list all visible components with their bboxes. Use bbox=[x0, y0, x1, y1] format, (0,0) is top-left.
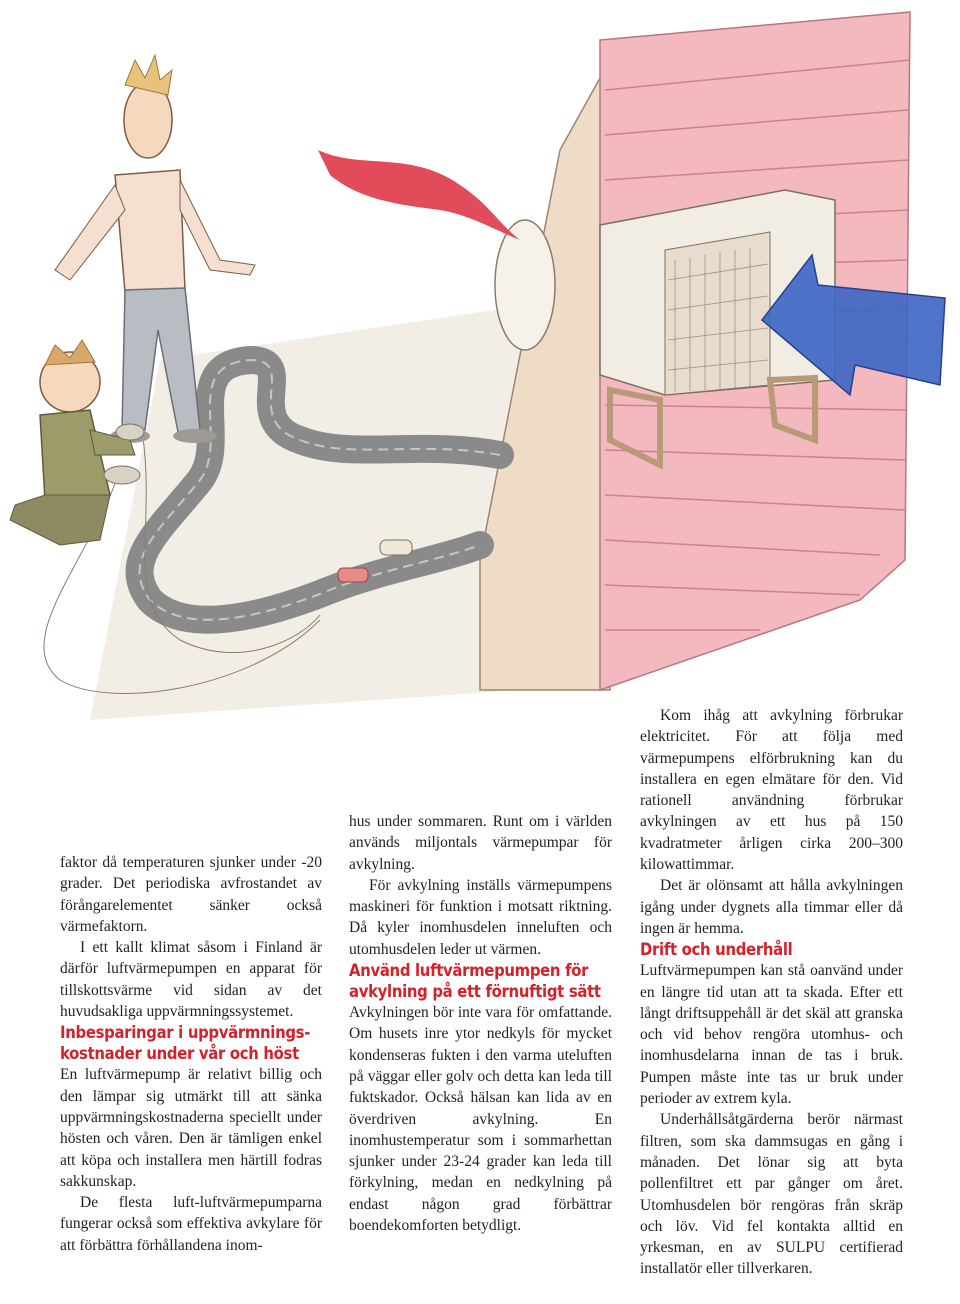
text-column-3 bbox=[640, 705, 903, 1280]
paragraph: Det är olönsamt att hålla avkylningen igång under dygnets alla timmar eller då ingen är hemma. bbox=[640, 877, 903, 937]
toy-car-red bbox=[338, 568, 368, 582]
section-heading: Drift och underhåll bbox=[640, 940, 793, 960]
paragraph: De flesta luft-luftvärmepumparna fungerar också som effektiva avkylare för att förbättra förhållandena inom- bbox=[60, 1194, 322, 1254]
air-ribbon bbox=[318, 150, 520, 240]
section-heading: Inbesparingar i uppvärmnings-kostnader under vår och höst bbox=[60, 1023, 311, 1064]
paragraph: För avkylning inställs värmepumpens maskineri för funktion i motsatt riktning. Då kyler inomhusdelen inneluften och utomhusdelen leder ut värmen. bbox=[349, 876, 612, 958]
section-heading: Använd luftvärmepumpen för avkylning på ett förnuftigt sätt bbox=[349, 961, 601, 1002]
toy-car-white bbox=[380, 540, 412, 555]
paragraph: Avkylningen bör inte vara för omfattande. Om husets inre ytor nedkyls för mycket kondenseras fukten i den varma uteluften på väggar eller golv och detta kan leda till fuktskador. Också hälsan kan lida av en överdriven avkylning. En inomhustemperatur som i sommarhettan sjunker under 23-24 grader kan leda till förkylning, medan en nedkylning på endast någon grad förbättrar boendekomforten betydligt. bbox=[349, 1004, 612, 1235]
text-column-2 bbox=[349, 811, 612, 1236]
text-column-1 bbox=[60, 852, 322, 1256]
paragraph: Underhållsåtgärderna berör närmast filtren, som ska dammsugas en gång i månaden. Det lönar sig att byta pollenfiltret ett par gånger om året. Utomhusdelen bör rengöras från skräp och löv. Vid fel kontakta alltid en yrkesman, en av SULPU certifierad installatör eller tillverkaren. bbox=[640, 1111, 903, 1278]
paragraph: En luftvärmepump är relativt billig och den lämpar sig utmärkt till att sänka uppvärmningskostnaderna speciellt under hösten och våren. Den är tämligen enkel att köpa och installera men härtill fodras sakkunskap. bbox=[60, 1066, 322, 1190]
heat-pump-indoor-unit bbox=[495, 220, 555, 350]
paragraph: I ett kallt klimat såsom i Finland är därför luftvärmepumpen en apparat för tillskottsvärme vid sidan av det huvudsakliga uppvärmningssystemet. bbox=[60, 939, 322, 1021]
paragraph: Luftvärmepumpen kan stå oanvänd under en längre tid utan att ta skada. Efter ett långt driftsuppehåll är det skäl att granska och vid behov rengöra utomhus- och inomhusdelarna innan de tas i bruk. Pumpen måste inte tas ur bruk under perioder av extrem kyla. bbox=[640, 962, 903, 1108]
paragraph: Kom ihåg att avkylning förbrukar elektricitet. För att följa med värmepumpens elförbrukning kan du installera en egen elmätare för den. Vid rationell användning förbrukar avkylningen av ett hus på 150 kvadratmeter årligen cirka 200–300 kilowattimmar. bbox=[640, 707, 903, 874]
paragraph: faktor då temperaturen sjunker under -20 grader. Det periodiska avfrostandet av förångarelementet sänker också värmefaktorn. bbox=[60, 854, 322, 935]
paragraph: hus under sommaren. Runt om i världen används miljontals värmepumpar för avkylning. bbox=[349, 813, 612, 873]
